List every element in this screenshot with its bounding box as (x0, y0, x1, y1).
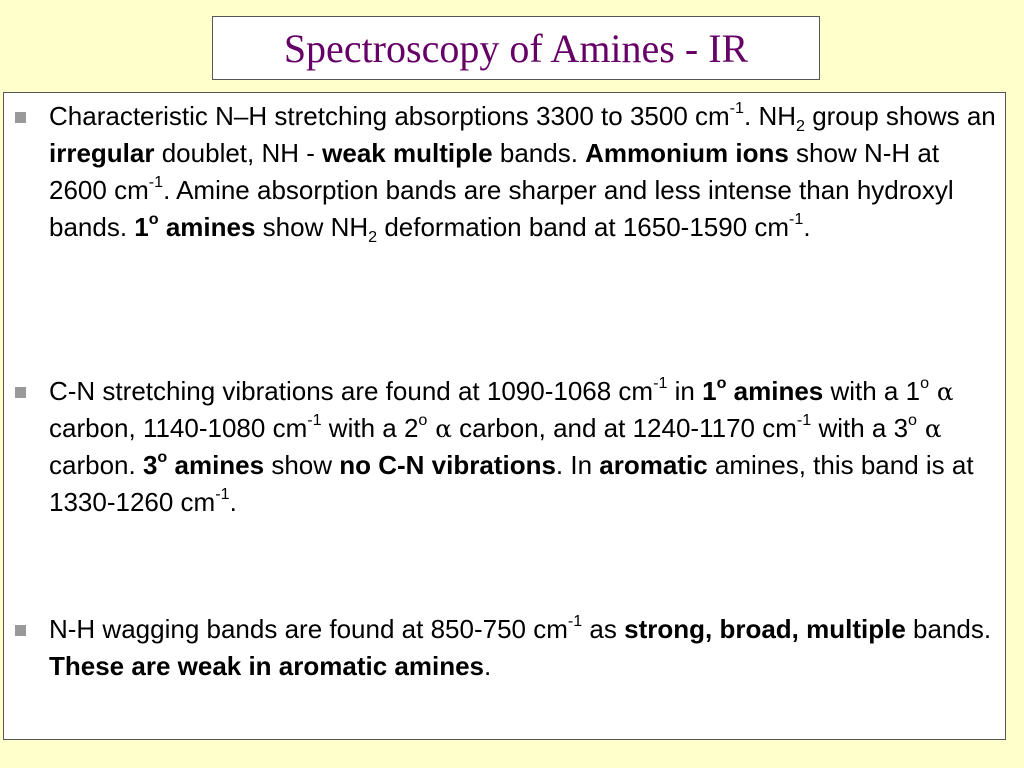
text-run: bands. (492, 138, 586, 168)
superscript: o (157, 447, 168, 466)
superscript: o (920, 373, 930, 392)
superscript: -1 (567, 611, 583, 630)
text-run: show NH (255, 212, 369, 242)
bold-term (134, 209, 256, 242)
bold-text-run: 3 (142, 450, 158, 480)
subscript: 2 (368, 227, 378, 246)
text-run: with a 1 (823, 376, 921, 406)
text-run: group shows an (804, 101, 996, 131)
text-run: carbon, and at 1240-1170 cm (451, 413, 797, 443)
bold-term: weak multiple (322, 138, 493, 168)
bullet-nh-wagging (49, 611, 999, 685)
subscript: 2 (796, 116, 805, 135)
bullet-text (49, 98, 996, 246)
text-run: carbon. (49, 450, 143, 480)
superscript: o (908, 410, 918, 429)
text-run: doublet, NH - (154, 138, 323, 168)
bold-text-run: amines (158, 212, 256, 242)
bold-term (142, 447, 265, 480)
superscript: -1 (215, 484, 230, 503)
superscript: -1 (796, 410, 812, 429)
superscript: o (716, 373, 727, 392)
text-run: . (803, 212, 811, 242)
text-run: C-N stretching vibrations are found at 1090-1068 cm (49, 376, 654, 406)
square-bullet-icon (15, 112, 26, 123)
slide-title-box (212, 16, 820, 80)
bold-term: strong, broad, multiple (624, 614, 906, 644)
superscript: -1 (307, 410, 322, 429)
text-run: bands. (905, 614, 992, 644)
bold-text-run: amines (726, 376, 824, 406)
bold-term: aromatic (599, 450, 708, 480)
bold-text-run: 1 (702, 376, 717, 406)
square-bullet-icon (15, 625, 26, 636)
bold-term: These are weak in aromatic amines (49, 651, 484, 681)
text-run: show N-H at 2600 cm (49, 138, 940, 205)
text-run: . NH (744, 101, 796, 131)
text-run: show (264, 450, 340, 480)
text-run: deformation band at 1650-1590 cm (377, 212, 790, 242)
text-run: N-H wagging bands are found at 850-750 cm (49, 614, 568, 644)
text-run: Characteristic N–H stretching absorptions 3300 to 3500 cm (49, 101, 730, 131)
text-run: as (582, 614, 625, 644)
text-run: in (667, 376, 703, 406)
superscript: -1 (729, 98, 744, 117)
text-run: carbon, 1140-1080 cm (49, 413, 308, 443)
text-run: with a 3 (811, 413, 909, 443)
text-run: amines, this band is at 1330-1260 cm (49, 450, 974, 517)
superscript: -1 (789, 209, 804, 228)
bold-text-run: 1 (134, 212, 149, 242)
alpha-symbol: α (917, 414, 942, 443)
text-run: . (229, 487, 237, 517)
slide-title: Spectroscopy of Amines - IR (283, 25, 749, 71)
bold-term: Ammonium ions (585, 138, 789, 168)
text-run: . Amine absorption bands are sharper and less intense than hydroxyl bands. (49, 175, 954, 242)
text-run: . In (555, 450, 600, 480)
text-run: . (484, 651, 492, 681)
slide-content-box (3, 92, 1006, 740)
bold-term: no C-N vibrations (339, 450, 556, 480)
superscript: o (418, 410, 428, 429)
superscript: -1 (148, 172, 164, 191)
square-bullet-icon (15, 387, 26, 398)
superscript: -1 (653, 373, 668, 392)
alpha-symbol: α (929, 377, 954, 406)
bullet-text (49, 611, 992, 681)
text-run: with a 2 (321, 413, 419, 443)
bold-term (702, 373, 824, 406)
bold-text-run: amines (167, 450, 265, 480)
superscript: o (148, 209, 159, 228)
bold-term: irregular (49, 138, 155, 168)
bullet-text (49, 373, 974, 517)
alpha-symbol: α (427, 414, 452, 443)
bullet-cn-stretching (49, 373, 999, 521)
bullet-nh-stretching (49, 98, 999, 246)
